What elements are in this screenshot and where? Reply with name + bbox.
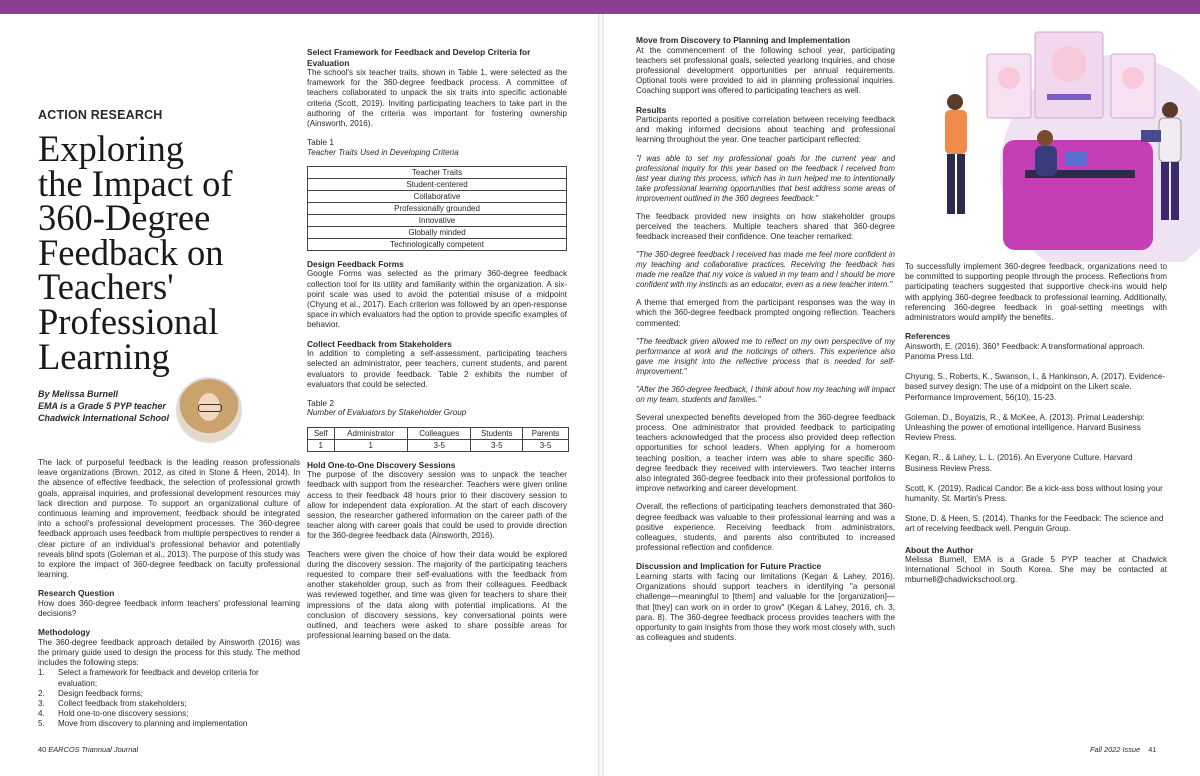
issue-name: Fall 2022 Issue — [1090, 745, 1141, 754]
reference-item: Stone, D. & Heen, S. (2014). Thanks for the Feedback: The science and art of receiving feedback well. Penguin Group. — [905, 514, 1164, 534]
about-author-text: Melissa Burnell, EMA is a Grade 5 PYP teacher at Chadwick International School in South Korea. She may be contacted at mburnell@chadwickschool.org. — [905, 555, 1167, 585]
rating-stars-icon — [1047, 94, 1091, 100]
person-body-icon — [1035, 146, 1057, 176]
about-author-heading: About the Author — [905, 544, 974, 555]
paragraph: Several unexpected benefits developed from the 360-degree feedback process. One administrator that provided feedback to participating teachers acknowledged that the process also provided deep reflection opportunities for school leaders. When applying for a homeroom teaching position, a teacher intern was able to share specific 360-degree feedback they received with interviewers. Two teacher interns also integrated 360-degree feedback into their professional portfolios to improve networking and career development. — [636, 412, 895, 494]
table1-label: Table 1 — [307, 137, 335, 148]
table1-caption: Teacher Traits Used in Developing Criteria — [307, 147, 459, 157]
reference-item: Ainsworth, E. (2016). 360° Feedback: A transformational approach. Panoma Press Ltd. — [905, 341, 1145, 361]
teacher-quote: "After the 360-degree feedback, I think about how my teaching will impact on my team, students and families." — [636, 384, 895, 404]
byline — [38, 388, 173, 424]
teacher-quote: "I was able to set my professional goals for the current year and professional inquiry for this year based on the feedback I received from last year during this process, which has in turn helped me to intentionally take professional learning opportunities that best address some areas of improvement outlined in the 360 degrees feedback." — [636, 153, 895, 203]
paragraph: In addition to completing a self-assessment, participating teachers selected an administrator, peer teachers, current students, and parent evaluators to provide feedback. Table 2 exhibits the number of evaluators that could be selected. — [307, 349, 567, 389]
left-footer — [38, 745, 138, 754]
journal-name: EARCOS Triannual Journal — [48, 745, 139, 754]
photo-glasses — [198, 404, 222, 412]
reference-item: Kegan, R., & Lahey, L. L. (2016). An Everyone Culture. Harvard Business Review Press. — [905, 453, 1133, 473]
method-heading: Methodology — [38, 627, 91, 638]
evaluators-table — [307, 427, 569, 452]
teacher-traits-table — [307, 166, 567, 251]
table-cell: 1 — [334, 439, 407, 451]
laptop-icon — [1141, 130, 1161, 142]
top-color-bar — [0, 0, 1200, 14]
person-head-icon — [1162, 102, 1178, 118]
avatar-icon — [1051, 46, 1087, 82]
person-head-icon — [1037, 130, 1053, 146]
title-line: 360-Degree — [38, 197, 211, 239]
heading-design-forms: Design Feedback Forms — [307, 258, 404, 269]
table-cell: 3-5 — [523, 439, 569, 451]
table2-label: Table 2 — [307, 397, 335, 408]
person-leg-icon — [957, 154, 965, 214]
heading-select-framework: Select Framework for Feedback and Develop Criteria for Evaluation — [307, 47, 531, 68]
left-col-1-body — [38, 458, 300, 730]
reference-item: Chyung, S., Roberts, K., Swanson, I., & Hankinson, A. (2017). Evidence-based survey design: The use of a midpoint on the Likert scale. Performance Improvement, 56(10), 15-23. — [905, 372, 1166, 402]
page-number: 41 — [1148, 745, 1157, 754]
person-head-icon — [947, 94, 963, 110]
table-cell: 1 — [308, 439, 335, 451]
heading-collect-feedback: Collect Feedback from Stakeholders — [307, 338, 452, 349]
table-header: Parents — [523, 427, 569, 439]
paragraph: Teachers were given the choice of how their data would be explored during the discovery session. The majority of the participating teachers requested to compare their self-evaluations with the feedback from another stakeholder group, such as from their colleagues. Feedback was reviewed together, and time was given for teachers to share their impressions of the data along with potential implications. At the conclusion of discovery sessions, key conversational points were outlined, and teachers were asked to share possible areas for professional learning based on the data. — [307, 549, 567, 641]
title-line: Teachers' — [38, 266, 174, 308]
right-footer — [1090, 745, 1156, 754]
page-number: 40 — [38, 745, 47, 754]
author-name: By Melissa Burnell — [38, 389, 119, 399]
title-line: Exploring — [38, 128, 184, 169]
intro-paragraph: The lack of purposeful feedback is the leading reason professionals leave organizations (Brown, 2012, as cited in Stone & Heen, 2014). In the absence of effective feedback, the selection of professional growth goals, appraisal inquiries, and professional development resources may lack direction and purpose. To support an organizational culture of continuous learning and improvement, feedback should be integrated into a school's professional development processes. The 360-degree feedback approach uses feedback from multiple perspectives to render a clear picture of an individual's professional behavior and potentially reveals blind spots (Goleman et al., 2013). The purpose of this study was to explore the impact of 360-degree feedback on faculty professional learning. — [38, 458, 300, 580]
person-leg-icon — [1171, 162, 1179, 220]
table-header: Colleagues — [407, 427, 470, 439]
list-item: 4. Hold one-to-one discovery sessions; — [38, 709, 189, 719]
left-col-2 — [307, 47, 567, 649]
title-line: the Impact of — [38, 162, 233, 204]
table-header: Self — [308, 427, 335, 439]
heading-results: Results — [636, 104, 667, 115]
table-cell: 3-5 — [407, 439, 470, 451]
reference-item: Goleman, D., Boyatzis, R., & McKee, A. (2013). Primal Leadership: Unleashing the power of emotional intelligence. Harvard Business Review Press. — [905, 412, 1145, 443]
page-gutter — [598, 14, 604, 776]
author-photo — [176, 377, 242, 443]
heading-discovery-sessions: Hold One-to-One Discovery Sessions — [307, 459, 456, 470]
table-cell: Collaborative — [308, 190, 567, 202]
author-role: EMA is a Grade 5 PYP teacher — [38, 401, 166, 411]
method-text: The 360-degree feedback approach detailed by Ainsworth (2016) was the primary guide used to design the process for this study. The method includes the following steps: — [38, 637, 300, 668]
paragraph: Google Forms was selected as the primary 360-degree feedback collection tool for its utility and familiarity within the organization. A six-point scale was used to avoid the potential misuse of a midpoint (Chyung et al., 2017). Each criterion was followed by an open-response space in which evaluators had the option to provide specific examples of behavior. — [307, 269, 567, 330]
teacher-quote: "The feedback given allowed me to reflect on my own perspective of my performance at work and the noticings of others. This experience also gave me insight into the reflective process that is needed for self-improvement." — [636, 336, 895, 376]
author-school: Chadwick International School — [38, 413, 170, 423]
rq-text: How does 360-degree feedback inform teachers' professional learning decisions? — [38, 598, 300, 619]
table-cell: Globally minded — [308, 226, 567, 238]
list-item: 1. Select a framework for feedback and develop criteria for evaluation; — [38, 668, 259, 688]
person-body-icon — [1159, 118, 1181, 162]
list-item: 3. Collect feedback from stakeholders; — [38, 699, 187, 709]
rq-heading: Research Question — [38, 588, 115, 599]
list-item: 5. Move from discovery to planning and implementation — [38, 719, 248, 729]
person-leg-icon — [1161, 162, 1169, 220]
paragraph: Learning starts with facing our limitations (Kegan & Lahey, 2016). Organizations should support teachers in identifying "a personal challenge—meaningful to [them] and valuable for the [organization]—that [they] can work on in order to grow" (Kegan & Lahey, 2016, ch. 3, para. 8). The 360-degree feedback process provides teachers with the opportunity to gain insights from those they work most closely with, such as colleagues and students. — [636, 571, 895, 643]
table2-caption: Number of Evaluators by Stakeholder Group — [307, 408, 467, 418]
table-cell: 3-5 — [471, 439, 523, 451]
table-header: Students — [471, 427, 523, 439]
table-cell: Technologically competent — [308, 238, 567, 250]
paragraph: At the commencement of the following school year, participating teachers set professional goals, selected yearlong inquiries, and chose professional development opportunities per annual requirements. Optional tools were provided to aid in planning professional inquiries. Coaching support was offered to participating teachers as well. — [636, 45, 895, 96]
section-label: ACTION RESEARCH — [38, 108, 163, 122]
title-line: Feedback on — [38, 231, 224, 273]
paragraph: The feedback provided new insights on how stakeholder groups perceived the teachers. Multiple teachers shared that 360-degree feedback increased their confidence. One teacher remarked: — [636, 211, 895, 242]
paragraph: The school's six teacher traits, shown in Table 1, were selected as the framework for the 360-degree feedback process. A committee of teachers collaborated to unpack the six traits into specific actionable criteria (Scott, 2019). Inviting participating teachers to take part in the authoring of the criteria was important for fostering ownership (Ainsworth, 2016). — [307, 68, 567, 129]
person-leg-icon — [947, 154, 955, 214]
teacher-quote: "The 360-degree feedback I received has made me feel more confident in my teaching and collaborative practices. Receiving the feedback has made me realize that my voice is valued in my team and I should be more confident with my instincts as an educator, even as a new teacher intern." — [636, 250, 895, 290]
method-steps — [38, 668, 300, 729]
paragraph: Overall, the reflections of participating teachers demonstrated that 360-degree feedback was valuable to their professional learning and was a positive experience. Receiving feedback from administrators, colleagues, students, and parents also contributed to increased professional reflection and confidence. — [636, 502, 895, 553]
left-col-1 — [38, 108, 300, 377]
reference-item: Scott, K. (2019). Radical Candor: Be a kick-ass boss without losing your humanity. St. Martin's Press. — [905, 483, 1163, 503]
table-cell: Innovative — [308, 214, 567, 226]
paragraph: To successfully implement 360-degree feedback, organizations need to be committed to supporting people through the process. Reflections from participating teachers suggested that supportive check-ins would help with applying 360-degree feedback to professional learning. Additionally, referencing 360-degree feedback in goal-setting meetings with administrators would amplify the benefits. — [905, 262, 1167, 323]
table-header: Administrator — [334, 427, 407, 439]
feedback-illustration — [915, 20, 1200, 262]
laptop-icon — [1065, 152, 1087, 166]
right-col-1 — [636, 35, 895, 651]
paragraph: A theme that emerged from the participant responses was the way in which the 360-degree feedback prompted ongoing reflection. Teachers commented: — [636, 298, 895, 328]
paragraph: The purpose of the discovery session was to unpack the teacher feedback with support from the researcher. Teachers were given online access to their feedback 48 hours prior to their discovery session to allow for independent data exploration. At the start of each discovery session, the researcher gathered information on the career path of the teacher along with career goals that could be used to provide direction for the 360-degree feedback data (Ainsworth, 2016). — [307, 470, 567, 541]
table-cell: Teacher Traits — [308, 166, 567, 178]
list-item: 2. Design feedback forms; — [38, 688, 144, 698]
table-cell: Professionally grounded — [308, 202, 567, 214]
article-title — [38, 128, 300, 377]
references-heading: References — [905, 331, 951, 342]
person-body-icon — [945, 110, 967, 154]
paragraph: Participants reported a positive correlation between receiving feedback and making informed decisions about teaching and professional learning throughout the year. One teacher participant reflected: — [636, 115, 895, 145]
title-line: Learning — [38, 335, 170, 377]
table-cell: Student-centered — [308, 178, 567, 190]
avatar-icon — [998, 67, 1020, 89]
avatar-icon — [1122, 67, 1144, 89]
title-line: Professional — [38, 300, 219, 342]
right-col-2 — [905, 262, 1167, 594]
heading-move-to-planning: Move from Discovery to Planning and Implementation — [636, 35, 851, 45]
heading-discussion: Discussion and Implication for Future Practice — [636, 561, 822, 572]
